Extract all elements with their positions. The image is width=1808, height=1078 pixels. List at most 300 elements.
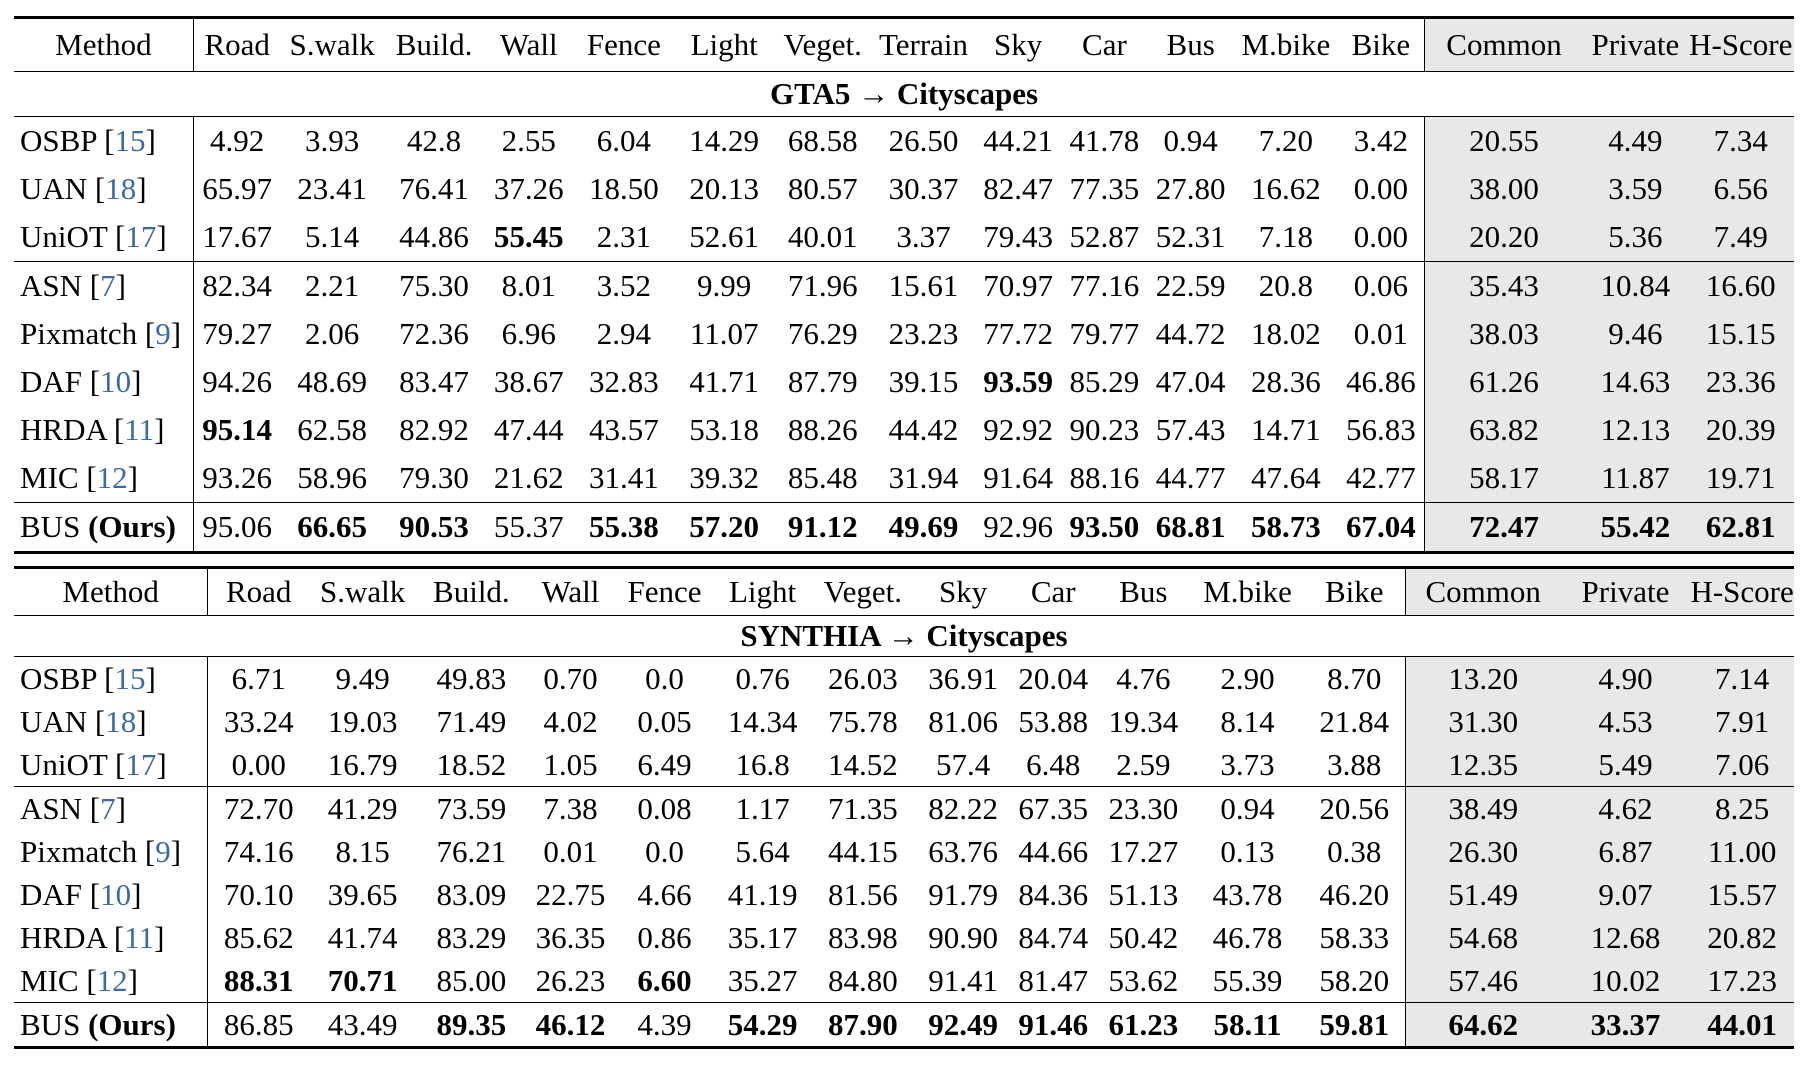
column-header-private: Private	[1583, 18, 1687, 72]
table-row-daf	[14, 358, 1794, 406]
method-name: OSBP	[20, 123, 97, 158]
cell-bike: 21.84	[1319, 703, 1390, 739]
cell-bike: 42.77	[1345, 460, 1416, 495]
section-title: SYNTHIA → Cityscapes	[14, 616, 1794, 657]
cell-road: 94.26	[202, 364, 273, 399]
cell-fence: 18.50	[589, 171, 659, 206]
cell-m-bike: 58.11	[1191, 1003, 1304, 1048]
cell-h-score: 11.00	[1690, 830, 1794, 873]
cell-light: 1.17	[715, 787, 811, 831]
cell-road: 86.85	[208, 1003, 309, 1048]
method-name: HRDA	[20, 919, 107, 955]
citation-link: 15	[114, 123, 146, 158]
cell-h-score: 7.49	[1687, 213, 1794, 262]
cell-fence: 0.05	[637, 703, 692, 739]
column-header-road: Road	[193, 18, 280, 72]
column-header-wall: Wall	[527, 568, 615, 616]
column-header-veget: Veget.	[773, 18, 872, 72]
method-name: ASN	[20, 268, 83, 303]
citation-link: 17	[125, 746, 157, 782]
table-row-bus	[14, 1003, 1794, 1048]
cell-wall: 0.01	[543, 833, 598, 869]
cell-s-walk: 43.49	[309, 1003, 416, 1048]
cell-private: 10.02	[1561, 959, 1691, 1003]
method-cell: Pixmatch [9]	[14, 830, 208, 873]
table-row-bus	[14, 503, 1794, 553]
cell-wall: 55.45	[493, 219, 564, 254]
cell-h-score: 62.81	[1687, 503, 1794, 553]
cell-common: 38.03	[1424, 310, 1583, 358]
cell-common: 58.17	[1424, 454, 1583, 503]
cell-s-walk: 70.71	[327, 962, 398, 998]
cell-m-bike: 14.71	[1251, 412, 1321, 447]
cell-veget: 40.01	[787, 219, 858, 254]
cell-sky: 63.76	[928, 833, 998, 869]
method-cell: OSBP [15]	[14, 117, 193, 166]
cell-light: 41.71	[689, 364, 760, 399]
header-row	[14, 568, 1794, 616]
cell-wall: 55.37	[484, 503, 572, 553]
method-cell: MIC [12]	[14, 454, 193, 503]
cell-car: 6.48	[1026, 746, 1081, 782]
cell-sky: 92.96	[975, 503, 1061, 553]
cell-common: 12.35	[1405, 743, 1560, 787]
cell-light: 9.99	[675, 262, 774, 311]
cell-veget: 76.29	[787, 316, 858, 351]
citation-link: 18	[105, 171, 137, 206]
cell-road: 70.10	[223, 876, 294, 912]
cell-light: 52.61	[689, 219, 760, 254]
citation-link: 12	[96, 460, 128, 495]
cell-common: 38.49	[1405, 787, 1560, 831]
column-header-m-bike: M.bike	[1191, 568, 1304, 616]
table-row-pixmatch	[14, 830, 1794, 873]
cell-common: 20.20	[1424, 213, 1583, 262]
cell-build: 83.47	[399, 364, 469, 399]
method-name: HRDA	[20, 412, 107, 447]
cell-common: 35.43	[1424, 262, 1583, 311]
cell-bike: 0.01	[1353, 316, 1408, 351]
table-row-osbp	[14, 657, 1794, 701]
cell-bus: 53.62	[1108, 962, 1179, 998]
method-cell: UniOT [17]	[14, 743, 208, 787]
cell-veget: 68.58	[773, 117, 872, 166]
cell-h-score: 7.14	[1690, 657, 1794, 701]
cell-bike: 3.42	[1338, 117, 1424, 166]
section-row	[14, 72, 1794, 117]
cell-s-walk: 8.15	[335, 833, 390, 869]
cell-car: 53.88	[1018, 703, 1089, 739]
synthia-results-table	[14, 566, 1794, 1049]
cell-light: 14.34	[727, 703, 798, 739]
cell-sky: 36.91	[915, 657, 1011, 701]
cell-wall: 46.12	[527, 1003, 615, 1048]
cell-fence: 0.0	[645, 833, 684, 869]
column-header-sky: Sky	[975, 18, 1061, 72]
cell-bike: 46.86	[1345, 364, 1416, 399]
cell-bus: 50.42	[1108, 919, 1179, 955]
column-header-m-bike: M.bike	[1234, 18, 1338, 72]
cell-s-walk: 23.41	[297, 171, 367, 206]
cell-m-bike: 43.78	[1212, 876, 1283, 912]
cell-terrain: 15.61	[872, 262, 975, 311]
cell-veget: 84.80	[827, 962, 898, 998]
method-name: UniOT	[20, 746, 108, 782]
column-header-s-walk: S.walk	[309, 568, 416, 616]
cell-private: 9.46	[1583, 310, 1687, 358]
cell-wall: 22.75	[535, 876, 606, 912]
cell-m-bike: 20.8	[1234, 262, 1338, 311]
cell-wall: 47.44	[493, 412, 564, 447]
method-cell: DAF [10]	[14, 873, 208, 916]
table-row-uan	[14, 165, 1794, 213]
cell-build: 44.86	[399, 219, 469, 254]
cell-road: 95.06	[193, 503, 280, 553]
method-name: UniOT	[20, 219, 108, 254]
table-row-uan	[14, 700, 1794, 743]
cell-private: 6.87	[1561, 830, 1691, 873]
cell-build: 89.35	[416, 1003, 526, 1048]
cell-build: 18.52	[436, 746, 507, 782]
cell-bus: 23.30	[1095, 787, 1191, 831]
method-name: MIC	[20, 460, 79, 495]
method-name: Pixmatch	[20, 833, 138, 869]
method-name: OSBP	[20, 660, 97, 696]
cell-build: 82.92	[399, 412, 469, 447]
cell-fence: 55.38	[573, 503, 675, 553]
cell-private: 12.68	[1561, 916, 1691, 959]
cell-wall: 26.23	[535, 962, 606, 998]
cell-car: 84.74	[1018, 919, 1089, 955]
cell-fence: 6.49	[637, 746, 692, 782]
cell-m-bike: 0.13	[1220, 833, 1275, 869]
column-header-wall: Wall	[484, 18, 572, 72]
cell-wall: 38.67	[493, 364, 564, 399]
column-header-method: Method	[14, 18, 193, 72]
section-row	[14, 616, 1794, 657]
cell-car: 77.35	[1069, 171, 1140, 206]
cell-h-score: 17.23	[1690, 959, 1794, 1003]
citation-link: 9	[155, 316, 171, 351]
cell-bus: 19.34	[1108, 703, 1179, 739]
cell-h-score: 15.15	[1687, 310, 1794, 358]
cell-common: 38.00	[1424, 165, 1583, 213]
cell-car: 77.16	[1061, 262, 1147, 311]
cell-veget: 80.57	[787, 171, 858, 206]
cell-veget: 71.35	[810, 787, 915, 831]
column-header-h-score: H-Score	[1687, 18, 1794, 72]
cell-fence: 3.52	[573, 262, 675, 311]
cell-wall: 8.01	[484, 262, 572, 311]
cell-build: 76.21	[436, 833, 507, 869]
column-header-s-walk: S.walk	[281, 18, 384, 72]
column-header-car: Car	[1011, 568, 1095, 616]
cell-bus: 4.76	[1095, 657, 1191, 701]
cell-bike: 56.83	[1345, 412, 1416, 447]
cell-car: 81.47	[1018, 962, 1089, 998]
cell-m-bike: 18.02	[1251, 316, 1321, 351]
cell-road: 65.97	[202, 171, 273, 206]
cell-m-bike: 3.73	[1220, 746, 1275, 782]
cell-fence: 6.60	[637, 962, 692, 998]
cell-fence: 43.57	[589, 412, 659, 447]
column-header-veget: Veget.	[810, 568, 915, 616]
cell-terrain: 3.37	[896, 219, 951, 254]
cell-m-bike: 28.36	[1251, 364, 1321, 399]
cell-sky: 57.4	[935, 746, 991, 782]
cell-sky: 44.21	[975, 117, 1061, 166]
cell-veget: 83.98	[827, 919, 898, 955]
cell-build: 76.41	[399, 171, 469, 206]
method-cell: UAN [18]	[14, 165, 193, 213]
cell-car: 90.23	[1069, 412, 1140, 447]
cell-bus: 68.81	[1148, 503, 1234, 553]
method-name: UAN	[20, 703, 88, 739]
section-title: GTA5 → Cityscapes	[14, 72, 1794, 117]
citation-link: 11	[124, 919, 155, 955]
cell-road: 72.70	[208, 787, 309, 831]
column-header-terrain: Terrain	[872, 18, 975, 72]
cell-build: 72.36	[399, 316, 469, 351]
cell-common: 20.55	[1424, 117, 1583, 166]
cell-sky: 79.43	[983, 219, 1054, 254]
cell-bike: 0.38	[1327, 833, 1382, 869]
cell-build: 83.09	[436, 876, 507, 912]
cell-bike: 58.33	[1319, 919, 1390, 955]
cell-sky: 91.41	[928, 962, 998, 998]
cell-road: 0.00	[231, 746, 286, 782]
table-row-osbp	[14, 117, 1794, 166]
header-row	[14, 18, 1794, 72]
cell-common: 26.30	[1405, 830, 1560, 873]
cell-m-bike: 0.94	[1191, 787, 1304, 831]
cell-s-walk: 2.21	[281, 262, 384, 311]
cell-car: 20.04	[1011, 657, 1095, 701]
cell-road: 79.27	[202, 316, 273, 351]
cell-sky: 82.47	[983, 171, 1054, 206]
cell-sky: 77.72	[983, 316, 1054, 351]
cell-fence: 32.83	[589, 364, 659, 399]
cell-h-score: 44.01	[1690, 1003, 1794, 1048]
method-name: MIC	[20, 962, 79, 998]
cell-car: 79.77	[1069, 316, 1140, 351]
column-header-bus: Bus	[1148, 18, 1234, 72]
cell-build: 90.53	[384, 503, 485, 553]
method-cell: ASN [7]	[14, 262, 193, 311]
cell-sky: 90.90	[928, 919, 998, 955]
cell-build: 42.8	[384, 117, 485, 166]
cell-common: 51.49	[1405, 873, 1560, 916]
cell-private: 55.42	[1583, 503, 1687, 553]
cell-fence: 6.04	[573, 117, 675, 166]
cell-car: 88.16	[1069, 460, 1140, 495]
column-header-build: Build.	[384, 18, 485, 72]
column-header-bike: Bike	[1338, 18, 1424, 72]
cell-private: 14.63	[1583, 358, 1687, 406]
method-name: DAF	[20, 364, 83, 399]
cell-bike: 59.81	[1304, 1003, 1405, 1048]
column-header-h-score: H-Score	[1690, 568, 1794, 616]
column-header-method: Method	[14, 568, 208, 616]
cell-bike: 0.00	[1353, 171, 1408, 206]
cell-bus: 61.23	[1095, 1003, 1191, 1048]
method-cell: OSBP [15]	[14, 657, 208, 701]
cell-wall: 36.35	[535, 919, 606, 955]
cell-fence: 4.39	[614, 1003, 714, 1048]
column-header-bus: Bus	[1095, 568, 1191, 616]
cell-road: 82.34	[193, 262, 280, 311]
cell-bike: 46.20	[1319, 876, 1390, 912]
cell-car: 41.78	[1061, 117, 1147, 166]
cell-veget: 44.15	[827, 833, 898, 869]
column-header-private: Private	[1561, 568, 1691, 616]
citation-link: 17	[125, 219, 157, 254]
cell-terrain: 39.15	[888, 364, 959, 399]
cell-m-bike: 16.62	[1251, 171, 1321, 206]
cell-h-score: 6.56	[1687, 165, 1794, 213]
method-cell: MIC [12]	[14, 959, 208, 1003]
cell-m-bike: 55.39	[1212, 962, 1283, 998]
cell-bike: 0.06	[1338, 262, 1424, 311]
cell-h-score: 20.82	[1690, 916, 1794, 959]
cell-light: 14.29	[675, 117, 774, 166]
column-header-light: Light	[675, 18, 774, 72]
cell-bus: 27.80	[1155, 171, 1226, 206]
cell-bike: 0.00	[1353, 219, 1408, 254]
cell-car: 67.35	[1011, 787, 1095, 831]
cell-terrain: 30.37	[888, 171, 959, 206]
cell-road: 74.16	[223, 833, 294, 869]
method-cell	[14, 1003, 208, 1048]
cell-common: 63.82	[1424, 406, 1583, 454]
cell-road: 17.67	[202, 219, 273, 254]
cell-common: 54.68	[1405, 916, 1560, 959]
cell-fence: 0.0	[614, 657, 714, 701]
citation-link: 7	[100, 268, 116, 303]
cell-sky: 81.06	[928, 703, 998, 739]
cell-bus: 44.77	[1155, 460, 1226, 495]
cell-terrain: 49.69	[872, 503, 975, 553]
cell-build: 49.83	[416, 657, 526, 701]
cell-s-walk: 9.49	[309, 657, 416, 701]
cell-bus: 0.94	[1148, 117, 1234, 166]
method-name: BUS	[20, 509, 81, 544]
cell-build: 75.30	[384, 262, 485, 311]
cell-private: 4.53	[1561, 700, 1691, 743]
table-row-daf	[14, 873, 1794, 916]
cell-car: 91.46	[1011, 1003, 1095, 1048]
cell-veget: 87.79	[787, 364, 858, 399]
method-cell: Pixmatch [9]	[14, 310, 193, 358]
cell-light: 39.32	[689, 460, 760, 495]
cell-fence: 0.86	[637, 919, 692, 955]
cell-bus: 44.72	[1155, 316, 1226, 351]
cell-fence: 2.94	[596, 316, 652, 351]
cell-build: 83.29	[436, 919, 507, 955]
cell-common: 61.26	[1424, 358, 1583, 406]
cell-h-score: 8.25	[1690, 787, 1794, 831]
cell-road: 33.24	[223, 703, 294, 739]
cell-wall: 4.02	[543, 703, 598, 739]
cell-road: 95.14	[202, 412, 273, 447]
cell-private: 4.49	[1583, 117, 1687, 166]
citation-link: 15	[114, 660, 146, 696]
cell-private: 33.37	[1561, 1003, 1691, 1048]
cell-bike: 3.88	[1327, 746, 1382, 782]
cell-veget: 75.78	[827, 703, 898, 739]
cell-private: 11.87	[1583, 454, 1687, 503]
cell-h-score: 7.34	[1687, 117, 1794, 166]
column-header-light: Light	[715, 568, 811, 616]
cell-veget: 91.12	[773, 503, 872, 553]
cell-terrain: 26.50	[872, 117, 975, 166]
cell-bike: 8.70	[1304, 657, 1405, 701]
cell-fence: 2.31	[596, 219, 652, 254]
cell-h-score: 16.60	[1687, 262, 1794, 311]
cell-veget: 14.52	[827, 746, 898, 782]
method-cell: UAN [18]	[14, 700, 208, 743]
column-header-bike: Bike	[1304, 568, 1405, 616]
table-row-uniot	[14, 213, 1794, 262]
cell-wall: 7.38	[527, 787, 615, 831]
cell-private: 5.49	[1561, 743, 1691, 787]
column-header-car: Car	[1061, 18, 1147, 72]
cell-sky: 93.59	[983, 364, 1054, 399]
cell-sky: 82.22	[915, 787, 1011, 831]
cell-bus: 2.59	[1116, 746, 1171, 782]
citation-link: 10	[100, 876, 132, 912]
cell-wall: 2.55	[484, 117, 572, 166]
cell-h-score: 19.71	[1687, 454, 1794, 503]
table-row-pixmatch	[14, 310, 1794, 358]
cell-sky: 92.49	[915, 1003, 1011, 1048]
cell-build: 73.59	[416, 787, 526, 831]
cell-light: 35.27	[727, 962, 798, 998]
cell-light: 53.18	[689, 412, 760, 447]
method-name: BUS	[20, 1006, 81, 1042]
cell-light: 20.13	[689, 171, 760, 206]
method-cell: HRDA [11]	[14, 406, 193, 454]
cell-h-score: 7.06	[1690, 743, 1794, 787]
cell-car: 84.36	[1018, 876, 1089, 912]
cell-s-walk: 2.06	[304, 316, 360, 351]
cell-sky: 91.64	[983, 460, 1054, 495]
cell-private: 9.07	[1561, 873, 1691, 916]
cell-common: 31.30	[1405, 700, 1560, 743]
method-name: ASN	[20, 790, 83, 826]
cell-s-walk: 58.96	[297, 460, 367, 495]
cell-veget: 87.90	[810, 1003, 915, 1048]
column-header-fence: Fence	[573, 18, 675, 72]
cell-h-score: 7.91	[1690, 700, 1794, 743]
cell-s-walk: 3.93	[281, 117, 384, 166]
cell-fence: 31.41	[589, 460, 659, 495]
cell-private: 5.36	[1583, 213, 1687, 262]
cell-bus: 57.43	[1155, 412, 1226, 447]
table-row-asn	[14, 787, 1794, 831]
cell-light: 11.07	[689, 316, 759, 351]
cell-wall: 1.05	[543, 746, 598, 782]
method-name: DAF	[20, 876, 83, 912]
cell-bus: 17.27	[1108, 833, 1179, 869]
table-row-mic	[14, 959, 1794, 1003]
cell-s-walk: 41.74	[327, 919, 398, 955]
cell-light: 54.29	[715, 1003, 811, 1048]
cell-car: 52.87	[1069, 219, 1140, 254]
cell-s-walk: 19.03	[327, 703, 398, 739]
cell-build: 71.49	[436, 703, 507, 739]
cell-m-bike: 2.90	[1191, 657, 1304, 701]
